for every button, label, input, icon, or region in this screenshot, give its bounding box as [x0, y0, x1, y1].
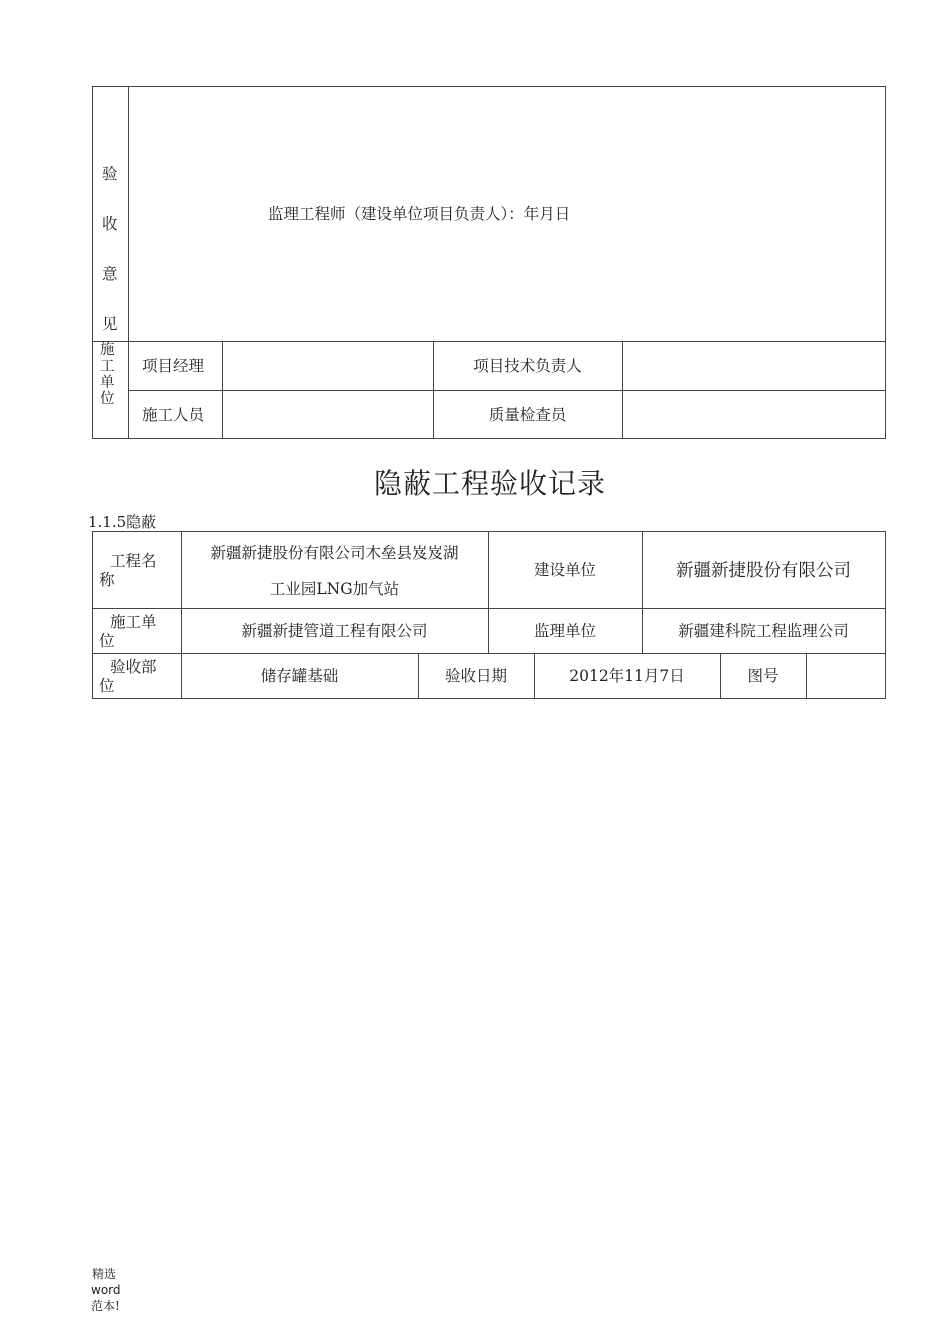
- owner-label: 建设单位: [533, 561, 596, 579]
- table-border: [128, 390, 886, 391]
- table-border: [885, 531, 886, 699]
- table-border: [92, 653, 886, 654]
- contractor-label-cont: 位: [99, 632, 115, 650]
- project-name-label: 工程名: [110, 552, 157, 570]
- contractor-label: 施工单: [110, 613, 157, 631]
- unit-label-char: 位: [100, 391, 115, 407]
- table-border: [222, 341, 223, 439]
- side-label-char: 见: [102, 315, 118, 333]
- table-border: [433, 341, 434, 439]
- contractor-value: 新疆新捷管道工程有限公司: [241, 622, 428, 640]
- side-label-char: 验: [102, 165, 118, 183]
- side-label-char: 收: [102, 215, 118, 233]
- unit-label-char: 施: [100, 342, 115, 358]
- supervisor-value: 新疆建科院工程监理公司: [678, 622, 849, 640]
- project-name-value: 新疆新捷股份有限公司木垒县岌岌湖: [210, 544, 459, 562]
- table-border: [92, 531, 886, 532]
- date-label: 验收日期: [444, 667, 507, 685]
- part-label: 验收部: [110, 658, 157, 676]
- construction-staff-label: 施工人员: [142, 406, 205, 424]
- section-number: 1.1.5隐蔽: [88, 513, 157, 531]
- table-border: [92, 698, 886, 699]
- part-label-cont: 位: [99, 677, 115, 695]
- signature-line: 监理工程师（建设单位项目负责人）：年月日: [268, 205, 571, 223]
- footer-line-2: word: [91, 1283, 121, 1297]
- tech-lead-label: 项目技术负责人: [473, 357, 582, 375]
- quality-inspector-label: 质量检查员: [488, 406, 567, 424]
- table-border: [128, 86, 129, 439]
- footer-line-3: 范本!: [91, 1299, 120, 1313]
- unit-label-char: 工: [100, 359, 115, 375]
- table-border: [806, 653, 807, 699]
- page-title: 隐蔽工程验收记录: [373, 467, 606, 500]
- owner-value: 新疆新捷股份有限公司: [676, 561, 851, 581]
- supervisor-label: 监理单位: [533, 622, 596, 640]
- project-name-value-cont: 工业园LNG加气站: [269, 580, 400, 598]
- side-label-char: 意: [102, 265, 118, 283]
- part-value: 储存罐基础: [260, 667, 339, 685]
- table-border: [92, 86, 93, 439]
- project-name-label-cont: 称: [99, 571, 115, 589]
- footer-line-1: 精选: [92, 1267, 117, 1281]
- drawing-label: 图号: [747, 667, 779, 685]
- table-border: [92, 86, 886, 87]
- table-border: [92, 438, 886, 439]
- table-border: [622, 341, 623, 439]
- date-value: 2012年11月7日: [569, 667, 685, 685]
- project-manager-label: 项目经理: [142, 357, 205, 375]
- table-border: [885, 86, 886, 439]
- table-border: [92, 341, 886, 342]
- table-border: [92, 531, 93, 699]
- unit-label-char: 单: [100, 375, 115, 391]
- table-border: [92, 608, 886, 609]
